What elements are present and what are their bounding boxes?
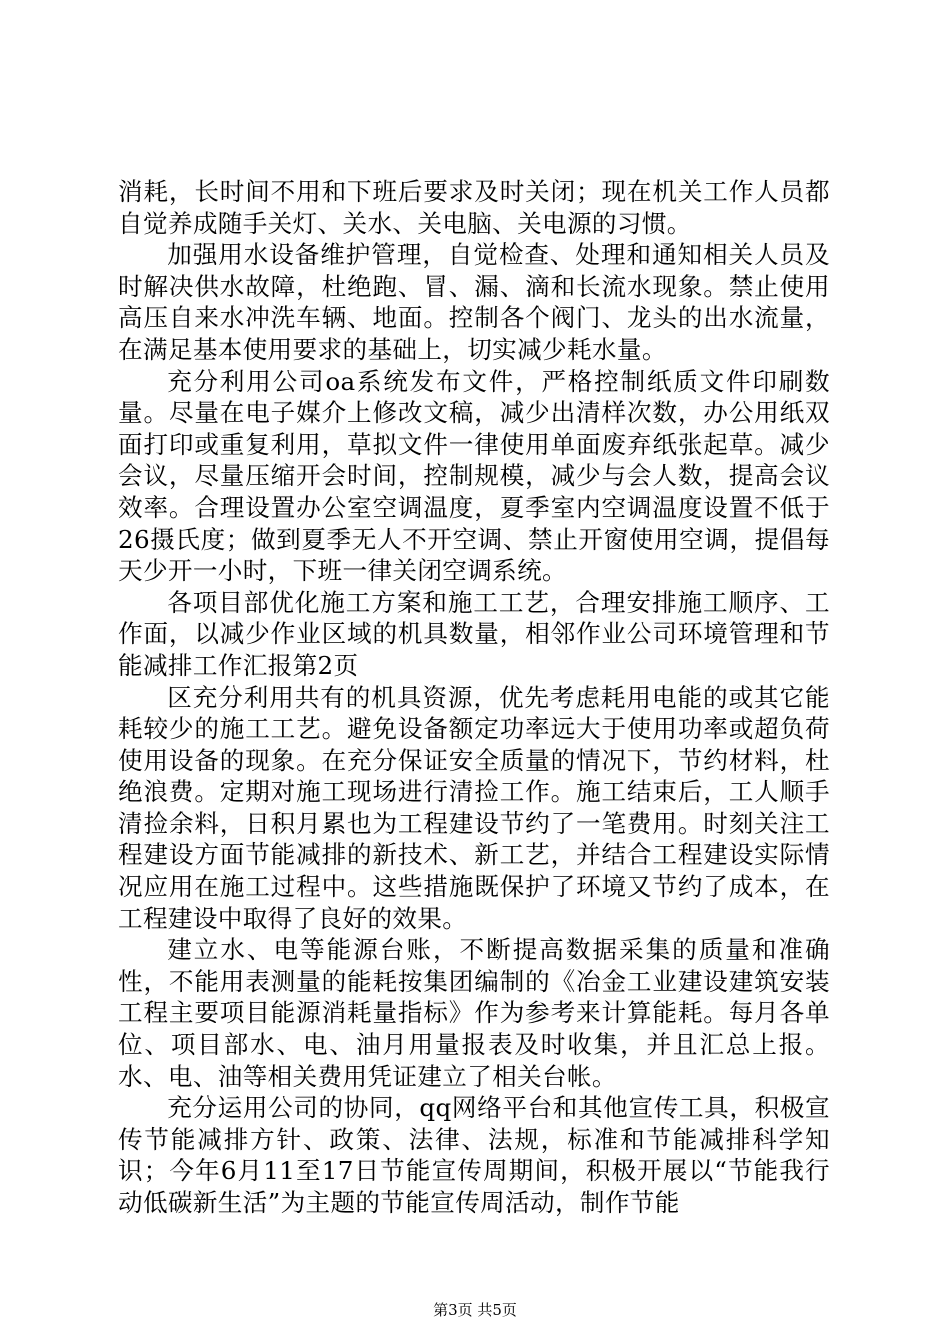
paragraph-office-saving: 充分利用公司oa系统发布文件，严格控制纸质文件印刷数量。尽量在电子媒介上修改文稿，减少出清样次数，办公用纸双面打印或重复利用，草拟文件一律使用单面废弃纸张起草。减少会议，尽量压缩开会时间，控制规模，减少与会人数，提高会议效率。合理设置办公室空调温度，夏季室内空调温度设置不低于26摄氏度；做到夏季无人不开空调、禁止开窗使用空调，提倡每天少开一小时，下班一律关闭空调系统。 [118,366,830,586]
paragraph-equipment-resources: 区充分利用共有的机具资源，优先考虑耗用电能的或其它能耗较少的施工工艺。避免设备额定功率远大于使用功率或超负荷使用设备的现象。在充分保证安全质量的情况下，节约材料，杜绝浪费。定期对施工现场进行清捡工作。施工结束后，工人顺手清捡余料，日积月累也为工程建设节约了一笔费用。时刻关注工程建设方面节能减排的新技术、新工艺，并结合工程建设实际情况应用在施工过程中。这些措施既保护了环境又节约了成本，在工程建设中取得了良好的效果。 [118,682,830,933]
paragraph-energy-ledger: 建立水、电等能源台账，不断提高数据采集的质量和准确性，不能用表测量的能耗按集团编制的《冶金工业建设建筑安装工程主要项目能源消耗量指标》作为参考来计算能耗。每月各单位、项目部水、电、油月用量报表及时收集，并且汇总上报。水、电、油等相关费用凭证建立了相关台帐。 [118,935,830,1091]
paragraph-construction-plan: 各项目部优化施工方案和施工工艺，合理安排施工顺序、工作面，以减少作业区域的机具数量，相邻作业公司环境管理和节能减排工作汇报第2页 [118,587,830,680]
paragraph-continuation: 消耗，长时间不用和下班后要求及时关闭；现在机关工作人员都自觉养成随手关灯、关水、关电脑、关电源的习惯。 [118,177,830,238]
paragraph-publicity: 充分运用公司的协同，qq网络平台和其他宣传工具，积极宣传节能减排方针、政策、法律、法规，标准和节能减排科学知识；今年6月11至17日节能宣传周期间，积极开展以“节能我行动低碳新生活”为主题的节能宣传周活动，制作节能 [118,1093,830,1217]
document-body [118,176,830,1219]
page-footer: 第3页 共5页 [433,1301,517,1319]
paragraph-water-management: 加强用水设备维护管理，自觉检查、处理和通知相关人员及时解决供水故障，杜绝跑、冒、漏、滴和长流水现象。禁止使用高压自来水冲洗车辆、地面。控制各个阀门、龙头的出水流量，在满足基本使用要求的基础上，切实减少耗水量。 [118,240,830,364]
